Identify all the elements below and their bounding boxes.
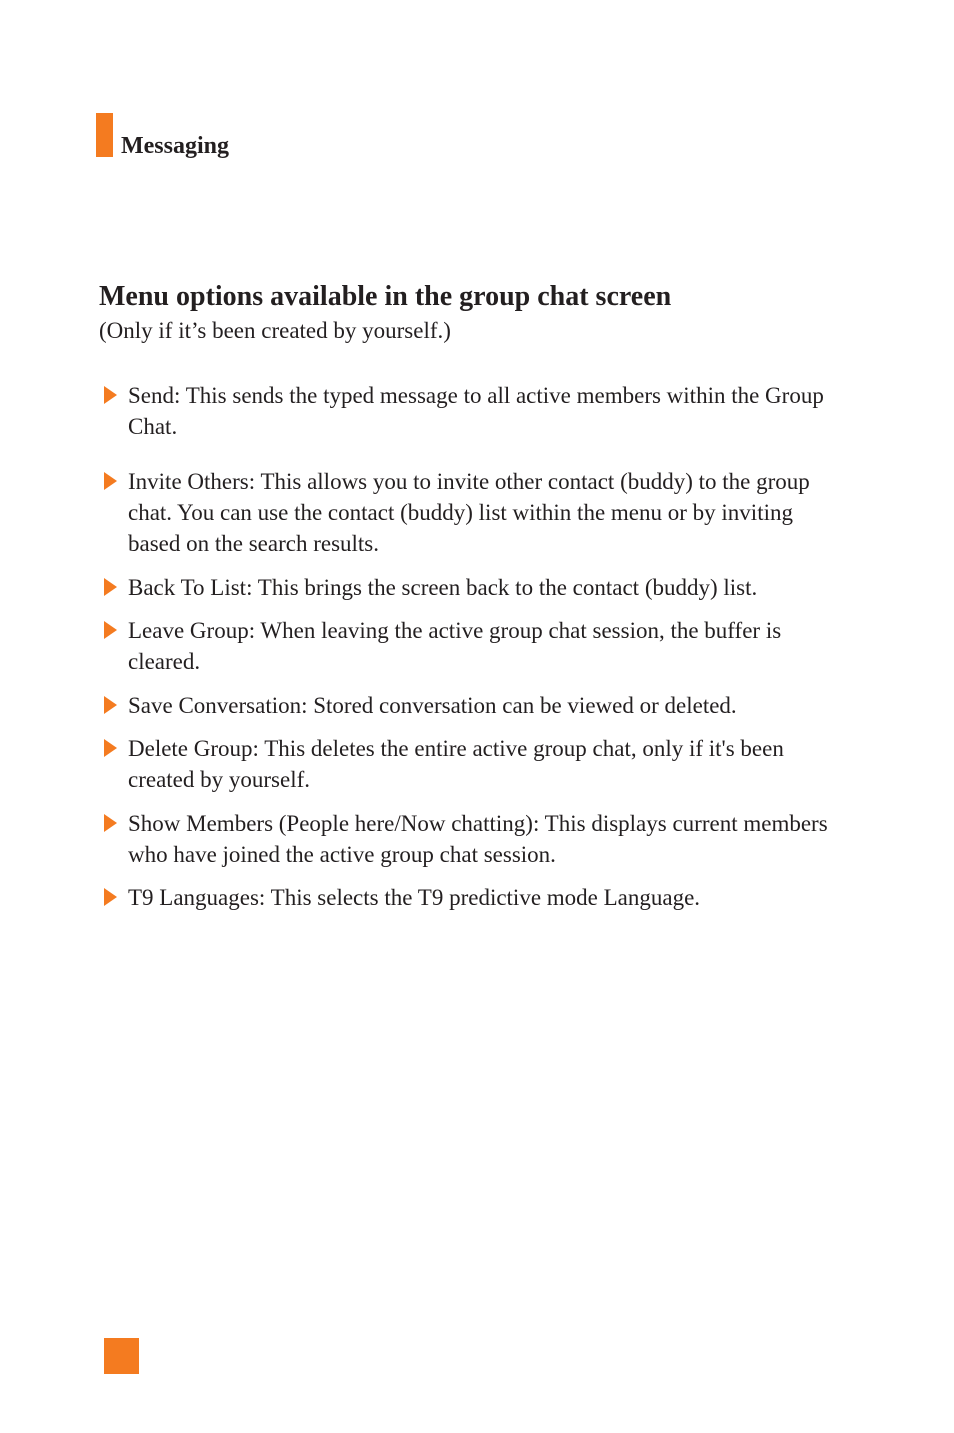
section-header: Messaging <box>121 133 229 159</box>
list-item-text: Save Conversation: Stored conversation can be viewed or deleted. <box>128 693 737 718</box>
list-item-text: Back To List: This brings the screen back to the contact (buddy) list. <box>128 575 758 600</box>
list-item-leave-group <box>104 615 844 677</box>
triangle-bullet-icon <box>104 696 117 714</box>
triangle-bullet-icon <box>104 888 117 906</box>
triangle-bullet-icon <box>104 472 117 490</box>
page-corner-marker <box>104 1338 139 1374</box>
list-item-text: Delete Group: This deletes the entire active group chat, only if it's been created by yourself. <box>128 736 784 792</box>
list-item-send <box>104 380 844 442</box>
list-item-delete-group <box>104 733 844 795</box>
page-subtitle: (Only if it’s been created by yourself.) <box>99 318 451 343</box>
list-item-show-members <box>104 808 844 870</box>
page-title: Menu options available in the group chat screen <box>99 281 672 312</box>
triangle-bullet-icon <box>104 621 117 639</box>
list-item-invite-others <box>104 466 844 559</box>
list-item-text: Send: This sends the typed message to all active members within the Group Chat. <box>128 383 824 439</box>
list-item-text: Show Members (People here/Now chatting): This displays current members who have joined the active group chat session. <box>128 811 828 867</box>
list-item-text: Invite Others: This allows you to invite other contact (buddy) to the group chat. You can use the contact (buddy) list within the menu or by inviting based on the search results. <box>128 469 810 556</box>
triangle-bullet-icon <box>104 578 117 596</box>
list-item-text: Leave Group: When leaving the active group chat session, the buffer is cleared. <box>128 618 782 674</box>
list-item-save-conversation <box>104 690 844 721</box>
triangle-bullet-icon <box>104 739 117 757</box>
triangle-bullet-icon <box>104 814 117 832</box>
list-item-t9-languages <box>104 882 844 913</box>
list-item-back-to-list <box>104 572 844 603</box>
list-item-text: T9 Languages: This selects the T9 predictive mode Language. <box>128 885 701 910</box>
section-marker-bar <box>96 113 113 157</box>
triangle-bullet-icon <box>104 386 117 404</box>
